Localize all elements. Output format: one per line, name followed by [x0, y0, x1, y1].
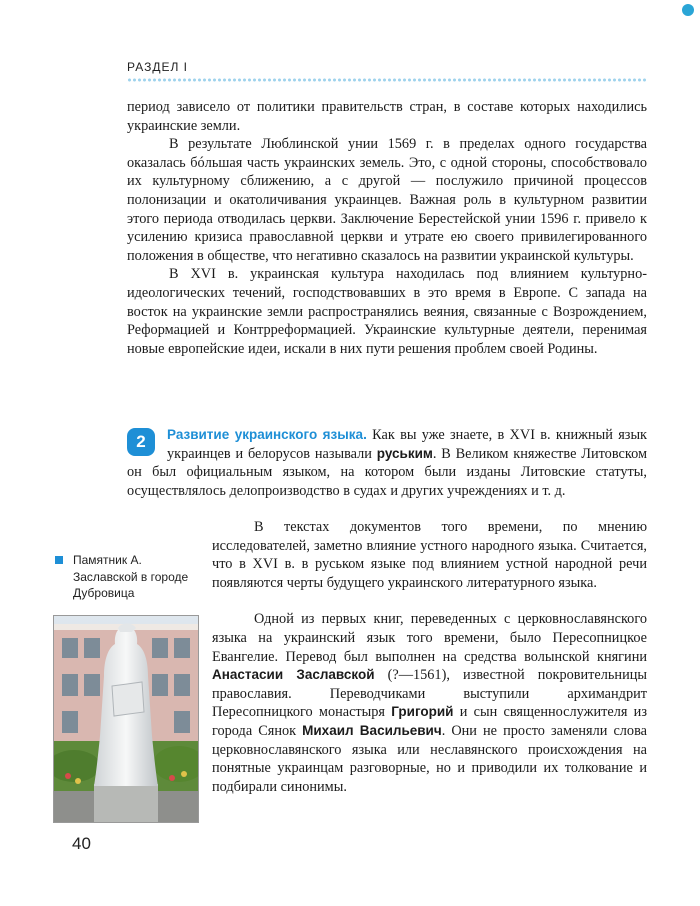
caption-text: Памятник А. Заславской в городе Дубровица: [73, 553, 189, 600]
section-heading: Развитие украинского языка.: [167, 427, 367, 442]
text-span: (?—1561), известной покровительницы православия. Переводчиками выступили архимандрит Пересопницкого монастыря: [212, 667, 647, 721]
text-span: Как вы уже знаете, в XVI в. книжный язык украинцев и белорусов называли: [167, 427, 647, 462]
monument-image: [54, 616, 198, 822]
person-name: Анастасии Заславской: [212, 667, 375, 683]
paragraph: [212, 610, 647, 796]
person-name: Михаил Васильевич: [302, 722, 442, 738]
photo-caption: [55, 552, 205, 602]
paragraph: В результате Люблинской унии 1569 г. в пределах одного государства оказалась бóльшая часть украинских земель. Это, с одной стороны, способствовало их культурному сближению, а с другой — послужило причиной процессов полонизации и окатоличивания украинцев. Важная роль в культурном развитии этого периода отводилась церкви. Заключение Берестейской унии 1596 г. привело к усилению кризиса православной церкви и утрате ею своего привилегированного положения в обществе, что негативно сказалось на развитии украинской культуры.: [127, 136, 647, 264]
paragraph: [127, 426, 647, 500]
publisher-logo-icon: [682, 4, 694, 16]
text-block-3: [212, 518, 647, 796]
bold-term: руським: [376, 445, 433, 461]
text-span: и сын священнослужителя из города Сянок: [212, 704, 647, 739]
paragraph: В текстах документов того времени, по мнению исследователей, заметно влияние устного народного языка. Считается, что в XVI в. в руськом языке под влиянием устной народной речи появляются черты будущего украинского литературного языка.: [212, 519, 647, 591]
section-2: [127, 426, 647, 500]
text-span: . Они не просто заменяли слова церковнославянского языка или неславянского происхождения на понятные украинцам разговорные, но и приводили их толкование и подбирали синонимы.: [212, 722, 647, 795]
page-number: 40: [72, 834, 91, 853]
monument-photo: [53, 615, 199, 823]
dotted-divider: [127, 78, 647, 82]
text-span: . В Великом княжестве Литовском он был официальным языком, на котором были изданы Литовские статуты, осуществлялось делопроизводство в судах и других учреждениях и т. д.: [127, 445, 647, 499]
paragraph: В XVI в. украинская культура находилась под влиянием культурно-идеологических течений, господствовавших в это время в Европе. С запада на восток на украинские земли распространялись веяния, связанные с Возрождением, Реформацией и Контрреформацией. Украинские культурные деятели, перенимая новые европейские идеи, искали в них пути решения проблем своей Родины.: [127, 266, 647, 357]
paragraph: период зависело от политики правительств стран, в составе которых находились украинские земли.: [127, 99, 647, 134]
caption-bullet-icon: [55, 556, 63, 564]
text-block-1: [127, 98, 647, 358]
section-title: РАЗДЕЛ I: [127, 60, 188, 74]
text-span: Одной из первых книг, переведенных с церковнославянского языка на украинский язык того времени, было Пересопницкое Евангелие. Перевод был выполнен на средства волынской княгини: [212, 611, 647, 665]
section-number-badge: 2: [127, 428, 155, 456]
person-name: Григорий: [391, 704, 454, 720]
